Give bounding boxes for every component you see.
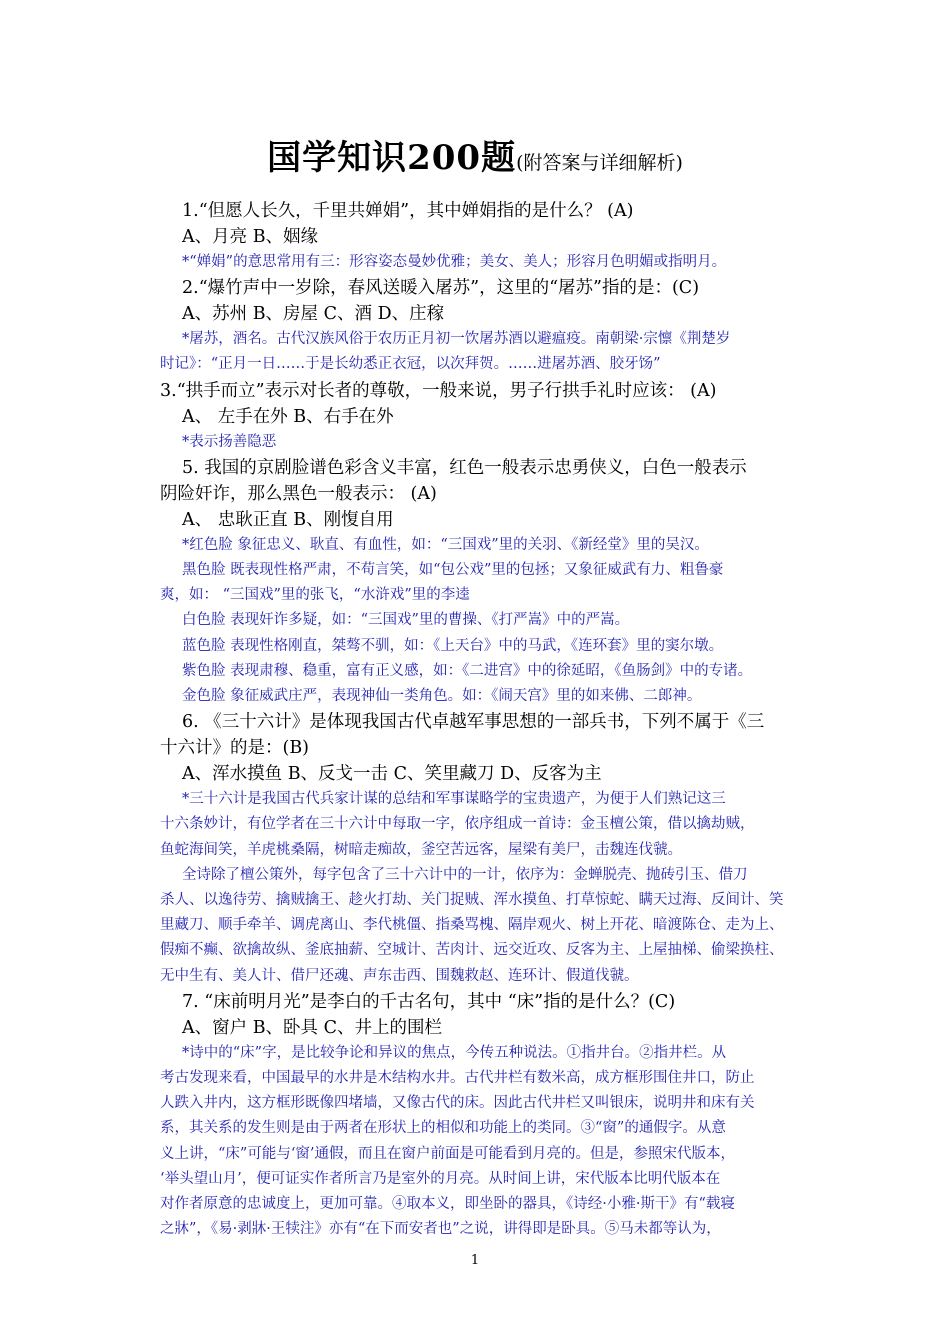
question-7-note-cont-3: 系，其关系的发生则是由于两者在形状上的相似和功能上的类同。③“窗”的通假字。从意 bbox=[160, 1120, 726, 1137]
question-7-note-cont-1: 考古发现来看，中国最早的水井是木结构水井。古代井栏有数米高，成方框形围住井口，防止 bbox=[160, 1070, 755, 1087]
page-number: 1 bbox=[470, 1253, 480, 1268]
question-6-note-cont-1: 十六条妙计，有位学者在三十六计中每取一字，依序组成一首诗：金玉檀公策，借以擒劫贼， bbox=[160, 816, 755, 833]
question-7: 7. “床前明月光”是李白的千古名句，其中 “床”指的是什么？(C) bbox=[182, 991, 676, 1012]
question-6-note: *三十六计是我国古代兵家计谋的总结和军事谋略学的宝贵遗产，为便于人们熟记这三 bbox=[182, 791, 726, 808]
question-6-note-2-cont-4: 无中生有、美人计、借尸还魂、声东击西、围魏救赵、连环计、假道伐虢。 bbox=[160, 967, 639, 984]
question-5-cont: 阴险奸诈，那么黑色一般表示： (A) bbox=[160, 483, 437, 504]
question-5-note-gold: 金色脸 象征威武庄严，表现神仙一类角色。如：《闹天宫》里的如来佛、二郎神。 bbox=[182, 688, 702, 705]
question-1: 1.“但愿人长久，千里共婵娟”，其中婵娟指的是什么？ (A) bbox=[182, 201, 634, 221]
question-7-note: *诗中的“床”字，是比较争论和异议的焦点，今传五种说法。①指井台。②指井栏。从 bbox=[182, 1044, 727, 1061]
question-3: 3.“拱手而立”表示对长者的尊敬，一般来说，男子行拱手礼时应该： (A) bbox=[160, 380, 717, 401]
question-6-note-2-cont-1: 杀人、以逸待劳、擒贼擒王、趁火打劫、关门捉贼、浑水摸鱼、打草惊蛇、瞒天过海、反间计、笑 bbox=[160, 892, 784, 909]
question-5-options: A、 忠耿正直 B、刚愎自用 bbox=[182, 509, 394, 530]
document-body bbox=[160, 198, 812, 1242]
title-subtitle: (附答案与详细解析) bbox=[516, 152, 683, 174]
question-7-note-cont-4: 义上讲，“床”可能与‘窗’通假，而且在窗户前面是可能看到月亮的。但是，参照宋代版本， bbox=[160, 1145, 736, 1162]
question-6-options: A、浑水摸鱼 B、反戈一击 C、笑里藏刀 D、反客为主 bbox=[182, 764, 602, 785]
question-5: 5. 我国的京剧脸谱色彩含义丰富，红色一般表示忠勇侠义，白色一般表示 bbox=[182, 457, 747, 478]
question-7-note-cont-5: ‘举头望山月’，便可证实作者所言乃是室外的月亮。从时间上讲，宋代版本比明代版本在 bbox=[160, 1170, 721, 1187]
question-6-note-cont-2: 鱼蛇海间笑，羊虎桃桑隔，树暗走痴故，釜空苦远客，屋梁有美尸，击魏连伐虢。 bbox=[160, 841, 682, 858]
question-2-note: *屠苏，酒名。古代汉族风俗于农历正月初一饮屠苏酒以避瘟疫。南朝梁·宗懔《荆楚岁 bbox=[182, 331, 731, 348]
question-5-note-purple: 紫色脸 表现肃穆、稳重，富有正义感，如：《二进宫》中的徐延昭，《鱼肠剑》中的专诸。 bbox=[182, 662, 753, 679]
question-1-options: A、月亮 B、姻缘 bbox=[182, 227, 319, 247]
question-3-note: *表示扬善隐恶 bbox=[182, 433, 277, 450]
question-5-note-black-cont: 爽，如： “三国戏”里的张飞，“水浒戏”里的李逵 bbox=[160, 587, 470, 604]
question-7-note-cont-2: 人跌入井内，这方框形既像四堵墙，又像古代的床。因此古代井栏又叫银床，说明井和床有关 bbox=[160, 1095, 755, 1112]
question-5-note-white: 白色脸 表现奸诈多疑，如：“三国戏”里的曹操、《打严嵩》中的严嵩。 bbox=[182, 612, 630, 629]
question-6-note-2: 全诗除了檀公策外，每字包含了三十六计中的一计，依序为：金蝉脱壳、抛砖引玉、借刀 bbox=[182, 866, 748, 883]
question-5-note-red: *红色脸 象征忠义、耿直、有血性，如：“三国戏”里的关羽、《新经堂》里的吴汉。 bbox=[182, 536, 709, 553]
question-5-note-blue: 蓝色脸 表现性格刚直，桀骜不驯，如：《上天台》中的马武，《连环套》里的窦尔墩。 bbox=[182, 637, 724, 654]
question-7-options: A、窗户 B、卧具 C、井上的围栏 bbox=[182, 1017, 443, 1038]
question-7-note-cont-7: 之牀”，《易·剥牀·王犊注》亦有“在下而安者也”之说，讲得即是卧具。⑤马未都等认为， bbox=[160, 1221, 721, 1238]
question-2-options: A、苏州 B、房屋 C、酒 D、庄稼 bbox=[182, 304, 445, 325]
question-6: 6. 《三十六计》是体现我国古代卓越军事思想的一部兵书，下列不属于《三 bbox=[182, 712, 765, 733]
question-2-note-cont: 时记》：“正月一日……于是长幼悉正衣冠，以次拜贺。……进屠苏酒、胶牙饧” bbox=[160, 356, 661, 373]
question-6-cont: 十六计》的是：(B) bbox=[160, 738, 310, 759]
question-6-note-2-cont-3: 假痴不癫、欲擒故纵、釜底抽薪、空城计、苦肉计、远交近攻、反客为主、上屋抽梯、偷梁换柱、 bbox=[160, 942, 784, 959]
question-1-note: *“婵娟”的意思常用有三：形容姿态曼妙优雅；美女、美人；形容月色明媚或指明月。 bbox=[182, 254, 727, 270]
document-title bbox=[0, 130, 950, 179]
question-2: 2.“爆竹声中一岁除，春风送暖入屠苏”，这里的“屠苏”指的是：(C) bbox=[182, 278, 700, 299]
question-5-note-black: 黑色脸 既表现性格严肃，不苟言笑，如“包公戏”里的包拯；又象征威武有力、粗鲁豪 bbox=[182, 562, 724, 579]
question-6-note-2-cont-2: 里藏刀、顺手牵羊、调虎离山、李代桃僵、指桑骂槐、隔岸观火、树上开花、暗渡陈仓、走为上、 bbox=[160, 917, 784, 934]
question-7-note-cont-6: 对作者原意的忠诚度上，更加可靠。④取本义，即坐卧的器具，《诗经·小雅·斯干》有“载寝 bbox=[160, 1196, 735, 1213]
title-main: 国学知识200题 bbox=[267, 138, 517, 178]
question-3-options: A、 左手在外 B、右手在外 bbox=[182, 406, 394, 427]
